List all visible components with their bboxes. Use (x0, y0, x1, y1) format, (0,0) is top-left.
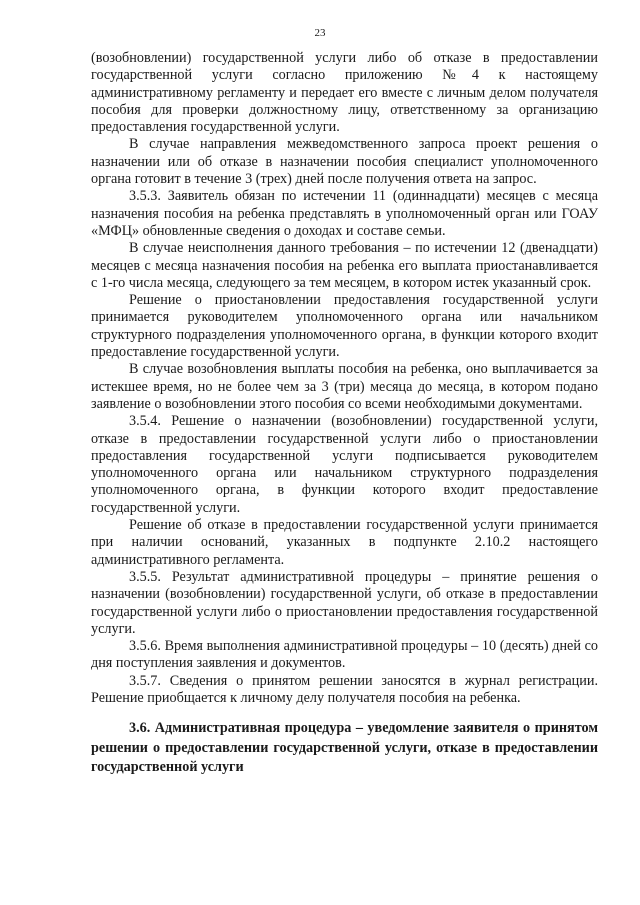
paragraph-suspension-decision: Решение о приостановлении предоставления государственной услуги принимается руководителем уполномоченного органа или начальником структурного подразделения уполномоченного органа, в функции которого входит предоставление государственной услуги. (91, 292, 598, 361)
paragraph-3-5-5: 3.5.5. Результат административной процедуры – принятие решения о назначении (возобновлении) государственной услуги, об отказе в предоставлении государственной услуги либо о приостановлении предоставления государственной услуги. (91, 568, 598, 637)
paragraph-resumption: В случае возобновления выплаты пособия на ребенка, оно выплачивается за истекшее время, но не более чем за 3 (три) месяца до месяца, в котором подано заявление о возобновлении этого пособия со всеми необходимыми документами. (91, 361, 598, 412)
paragraph-3-5-4: 3.5.4. Решение о назначении (возобновлении) государственной услуги, отказе в предоставлении государственной услуги либо о приостановлении предоставления государственной услуги подписывается руководителем уполномоченного органа или начальником структурного подразделения уполномоченного органа, в функции которого входит предоставление государственной услуги. (91, 413, 598, 516)
paragraph-3-5-3: 3.5.3. Заявитель обязан по истечении 11 (одиннадцати) месяцев с месяца назначения пособия на ребенка представлять в уполномоченный орган или ГОАУ «МФЦ» обновленные сведения о доходах и составе семьи. (91, 188, 598, 239)
section-heading-3-6: 3.6. Административная процедура – уведомление заявителя о принятом решении о предоставлении государственной услуги, отказе в предоставлении государственной услуги (91, 720, 598, 776)
paragraph-nonfulfillment: В случае неисполнения данного требования – по истечении 12 (двенадцати) месяцев с месяца назначения пособия на ребенка его выплата приостанавливается с 1-го числа месяца, следующего за тем месяцем, в котором истек указанный срок. (91, 240, 598, 291)
paragraph-continuation: (возобновлении) государственной услуги либо об отказе в предоставлении государственной услуги согласно приложению №4 к настоящему административному регламенту и передает его вместе с личным делом получателя пособия для проверки должностному лицу, ответственному за организацию предоставления государственной услуги. (91, 50, 598, 136)
paragraph-3-5-7: 3.5.7. Сведения о принятом решении заносятся в журнал регистрации. Решение приобщается к личному делу получателя пособия на ребенка. (91, 672, 598, 706)
paragraph-interagency-request: В случае направления межведомственного запроса проект решения о назначении или об отказе в назначении пособия специалист уполномоченного органа готовит в течение 3 (трех) дней после получения ответа на запрос. (91, 136, 598, 188)
document-body (91, 50, 598, 778)
paragraph-3-5-6: 3.5.6. Время выполнения административной процедуры – 10 (десять) дней со дня поступления заявления и документов. (91, 638, 598, 672)
page-number: 23 (314, 27, 326, 39)
paragraph-refusal-decision: Решение об отказе в предоставлении государственной услуги принимается при наличии оснований, указанных в подпункте 2.10.2 настоящего административного регламента. (91, 517, 598, 568)
